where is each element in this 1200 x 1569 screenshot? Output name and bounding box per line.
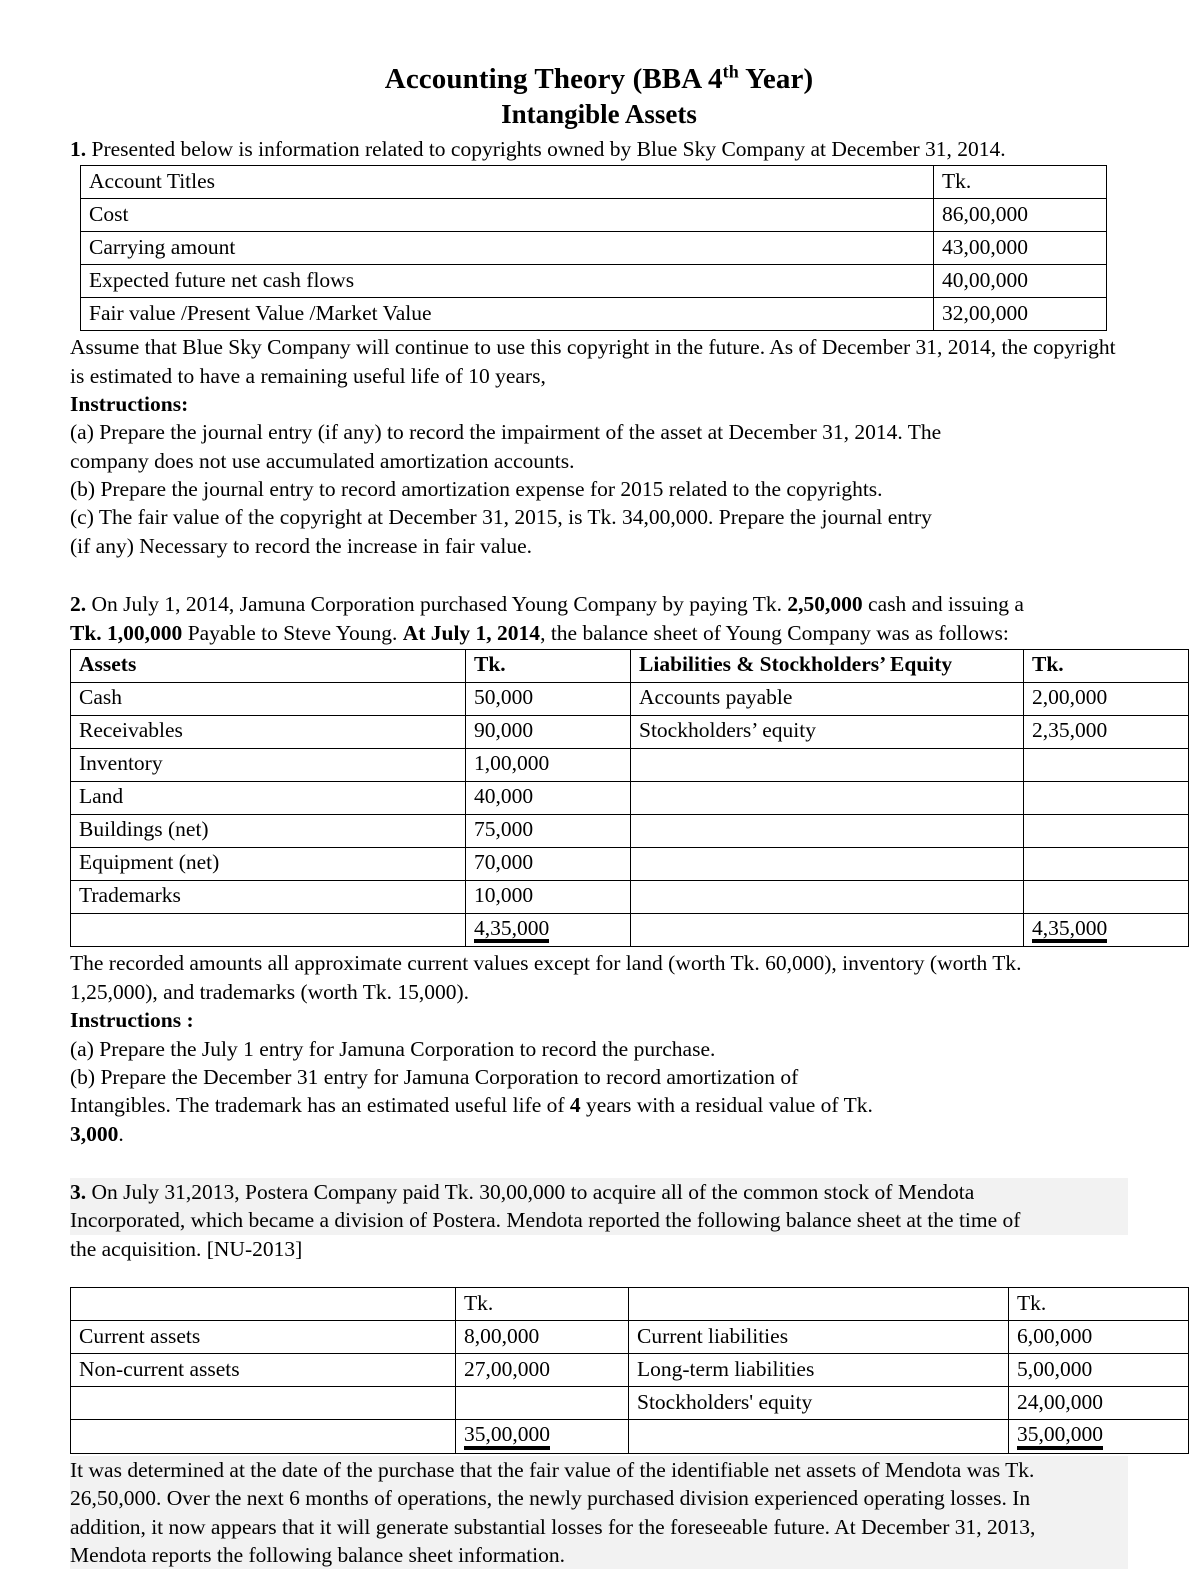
table3-total-liabilities-value: 35,00,000: [1017, 1423, 1103, 1450]
spacer: [70, 1263, 1128, 1285]
table2-row3-asset-value: 40,000: [466, 781, 631, 814]
question-2-instruction-b-cont: [70, 1091, 1128, 1119]
question-2-cash-amount: 2,50,000: [787, 592, 863, 617]
table1-row1-label: Carrying amount: [81, 232, 934, 265]
table-row: [71, 715, 1189, 748]
table3-row1-asset: Non-current assets: [71, 1354, 456, 1387]
question-3-closing-line-2: 26,50,000. Over the next 6 months of operations, the newly purchased division experienced operating losses. In: [70, 1484, 1128, 1512]
table2-row0-asset: Cash: [71, 682, 466, 715]
table3-total-blank-1: [71, 1420, 456, 1454]
table-row: [71, 682, 1189, 715]
table3-row1-liability: Long-term liabilities: [629, 1354, 1009, 1387]
question-1-intro: [70, 135, 1128, 163]
table2-row0-liability: Accounts payable: [631, 682, 1024, 715]
table2-row2-asset-value: 1,00,000: [466, 748, 631, 781]
table2-total-liabilities: [1024, 913, 1189, 947]
question-2-intro-line-2: [70, 619, 1128, 647]
table2-row0-liability-value: 2,00,000: [1024, 682, 1189, 715]
table2-row2-liability-value: [1024, 748, 1189, 781]
table-row: [81, 298, 1107, 331]
table3-total-blank-2: [629, 1420, 1009, 1454]
question-3-number: 3.: [70, 1180, 87, 1205]
table2-total-assets-value: 4,35,000: [474, 917, 549, 944]
table2-row6-asset: Trademarks: [71, 880, 466, 913]
question-1-assumption-line-1: Assume that Blue Sky Company will continue to use this copyright in the future. As of December 31, 2014, the copyright: [70, 335, 1116, 360]
table-row: [81, 232, 1107, 265]
table2-row4-liability: [631, 814, 1024, 847]
page-title-superscript: th: [722, 61, 739, 82]
table-total-row: [71, 1420, 1189, 1454]
table2-row3-asset: Land: [71, 781, 466, 814]
question-3-closing-line-4: Mendota reports the following balance sheet information.: [70, 1541, 1128, 1569]
question-2-instr-last-b: years with a residual value of Tk.: [580, 1093, 873, 1118]
table2-row3-liability: [631, 781, 1024, 814]
table2-row2-liability: [631, 748, 1024, 781]
question-1-instruction-a-cont: company does not use accumulated amortization accounts.: [70, 448, 575, 473]
table2-row5-liability-value: [1024, 847, 1189, 880]
table2-row1-asset: Receivables: [71, 715, 466, 748]
spacer: [70, 560, 1128, 590]
question-2-line2-b: Payable to Steve Young.: [182, 620, 403, 645]
table3-row2-liability: Stockholders' equity: [629, 1387, 1009, 1420]
table-header-row: [71, 1288, 1189, 1321]
table1-row3-label: Fair value /Present Value /Market Value: [81, 298, 934, 331]
table2-header-tk-liabilities: Tk.: [1024, 649, 1189, 682]
table1-row1-value: 43,00,000: [934, 232, 1107, 265]
question-1-instruction-b: (b) Prepare the journal entry to record amortization expense for 2015 related to the copyrights.: [70, 477, 883, 502]
table3-row1-asset-value: 27,00,000: [456, 1354, 629, 1387]
table2-row3-liability-value: [1024, 781, 1189, 814]
table-row: [71, 880, 1189, 913]
table3-row2-asset-value: [456, 1387, 629, 1420]
table-row: [71, 814, 1189, 847]
table3-header-tk-liabilities: Tk.: [1009, 1288, 1189, 1321]
table-row: [71, 781, 1189, 814]
question-3-intro-line-2: Incorporated, which became a division of Postera. Mendota reported the following balance sheet at the time of: [70, 1206, 1128, 1234]
table2-row5-asset: Equipment (net): [71, 847, 466, 880]
table1-header-tk: Tk.: [934, 166, 1107, 199]
table3-row0-liability-value: 6,00,000: [1009, 1321, 1189, 1354]
table3-row2-liability-value: 24,00,000: [1009, 1387, 1189, 1420]
table1-row2-label: Expected future net cash flows: [81, 265, 934, 298]
question-2-instructions-label: Instructions :: [70, 1008, 194, 1033]
question-2-residual-value-line: [70, 1120, 1128, 1148]
question-2-intro-a: On July 1, 2014, Jamuna Corporation purchased Young Company by paying Tk.: [86, 592, 788, 617]
table2-header-assets: Assets: [71, 649, 466, 682]
table3-total-liabilities: [1009, 1420, 1189, 1454]
page-title: [70, 62, 1128, 97]
question-2-residual-period: .: [118, 1121, 124, 1146]
question-2-line2-d: , the balance sheet of Young Company was as follows:: [540, 620, 1009, 645]
question-1-instruction-c-cont: (if any) Necessary to record the increase in fair value.: [70, 533, 533, 558]
table3-row0-asset-value: 8,00,000: [456, 1321, 629, 1354]
question-2-date: At July 1, 2014: [402, 620, 541, 645]
table2-total-blank-1: [71, 913, 466, 947]
table-row: [71, 1387, 1189, 1420]
question-2-instruction-a: (a) Prepare the July 1 entry for Jamuna Corporation to record the purchase.: [70, 1036, 716, 1061]
question-3-intro-line-1: [70, 1178, 1128, 1206]
table3-row0-asset: Current assets: [71, 1321, 456, 1354]
question-1-instruction-c: (c) The fair value of the copyright at December 31, 2015, is Tk. 34,00,000. Prepare the journal entry: [70, 505, 932, 530]
question-2-note-line-1: The recorded amounts all approximate current values except for land (worth Tk. 60,000), inventory (worth Tk.: [70, 951, 1022, 976]
question-2-instr-last-a: Intangibles. The trademark has an estimated useful life of: [70, 1093, 570, 1118]
table2-row6-liability: [631, 880, 1024, 913]
table-header-row: [81, 166, 1107, 199]
table2-total-assets: [466, 913, 631, 947]
table2-row4-asset: Buildings (net): [71, 814, 466, 847]
table-row: [71, 748, 1189, 781]
table-row: [81, 265, 1107, 298]
table2-row1-liability-value: 2,35,000: [1024, 715, 1189, 748]
table2-row4-liability-value: [1024, 814, 1189, 847]
table3-total-assets-value: 35,00,000: [464, 1423, 550, 1450]
table3-row0-liability: Current liabilities: [629, 1321, 1009, 1354]
question-2-intro-line-1: [70, 590, 1128, 618]
table3-header-blank-1: [71, 1288, 456, 1321]
table1-row3-value: 32,00,000: [934, 298, 1107, 331]
page-title-prefix: Accounting Theory (BBA 4: [384, 63, 723, 95]
copyright-info-table: [80, 165, 1107, 331]
table2-row6-liability-value: [1024, 880, 1189, 913]
table2-row2-asset: Inventory: [71, 748, 466, 781]
table2-total-liabilities-value: 4,35,000: [1032, 917, 1107, 944]
table-row: [71, 1321, 1189, 1354]
question-1-number: 1.: [70, 136, 87, 161]
table2-row6-asset-value: 10,000: [466, 880, 631, 913]
question-1-assumption-line-2: is estimated to have a remaining useful life of 10 years,: [70, 363, 546, 388]
question-2-payable-amount: Tk. 1,00,000: [70, 620, 183, 645]
table-total-row: [71, 913, 1189, 947]
table1-header-account-titles: Account Titles: [81, 166, 934, 199]
young-company-balance-sheet-table: [70, 649, 1189, 948]
table3-header-tk-assets: Tk.: [456, 1288, 629, 1321]
table2-row4-asset-value: 75,000: [466, 814, 631, 847]
question-3-closing-line-1: It was determined at the date of the purchase that the fair value of the identifiable net assets of Mendota was Tk.: [70, 1456, 1128, 1484]
table2-total-blank-2: [631, 913, 1024, 947]
table3-row1-liability-value: 5,00,000: [1009, 1354, 1189, 1387]
page-title-suffix: Year): [738, 63, 814, 95]
table2-row5-asset-value: 70,000: [466, 847, 631, 880]
question-2-number: 2.: [70, 592, 87, 617]
question-3-intro-text: On July 31,2013, Postera Company paid Tk. 30,00,000 to acquire all of the common stock of Mendota: [86, 1180, 975, 1205]
spacer: [70, 1148, 1128, 1178]
table-row: [71, 847, 1189, 880]
question-2-useful-life-years: 4: [569, 1093, 581, 1118]
table3-row2-asset: [71, 1387, 456, 1420]
table2-row1-liability: Stockholders’ equity: [631, 715, 1024, 748]
question-3-intro-line-3: the acquisition. [NU-2013]: [70, 1236, 303, 1261]
table3-total-assets: [456, 1420, 629, 1454]
table1-row2-value: 40,00,000: [934, 265, 1107, 298]
table2-row1-asset-value: 90,000: [466, 715, 631, 748]
question-1-instructions-label: Instructions:: [70, 391, 189, 416]
table-row: [71, 1354, 1189, 1387]
table1-row0-value: 86,00,000: [934, 199, 1107, 232]
table2-row0-asset-value: 50,000: [466, 682, 631, 715]
question-2-residual-value: 3,000: [70, 1121, 119, 1146]
table3-header-blank-2: [629, 1288, 1009, 1321]
table-row: [81, 199, 1107, 232]
page-subtitle: Intangible Assets: [501, 99, 697, 130]
question-2-instruction-b: (b) Prepare the December 31 entry for Jamuna Corporation to record amortization of: [70, 1064, 799, 1089]
question-1-instruction-a: (a) Prepare the journal entry (if any) to record the impairment of the asset at December 31, 2014. The: [70, 420, 942, 445]
question-2-intro-b: cash and issuing a: [862, 592, 1024, 617]
table2-header-tk-assets: Tk.: [466, 649, 631, 682]
table2-header-liabilities-equity: Liabilities & Stockholders’ Equity: [631, 649, 1024, 682]
table-header-row: [71, 649, 1189, 682]
table2-row5-liability: [631, 847, 1024, 880]
table1-row0-label: Cost: [81, 199, 934, 232]
mendota-balance-sheet-table: [70, 1287, 1189, 1454]
question-2-note-line-2: 1,25,000), and trademarks (worth Tk. 15,000).: [70, 979, 470, 1004]
question-1-intro-text: Presented below is information related to copyrights owned by Blue Sky Company at December 31, 2014.: [86, 136, 1006, 161]
question-3-closing-line-3: addition, it now appears that it will generate substantial losses for the foreseeable future. At December 31, 2013,: [70, 1513, 1128, 1541]
